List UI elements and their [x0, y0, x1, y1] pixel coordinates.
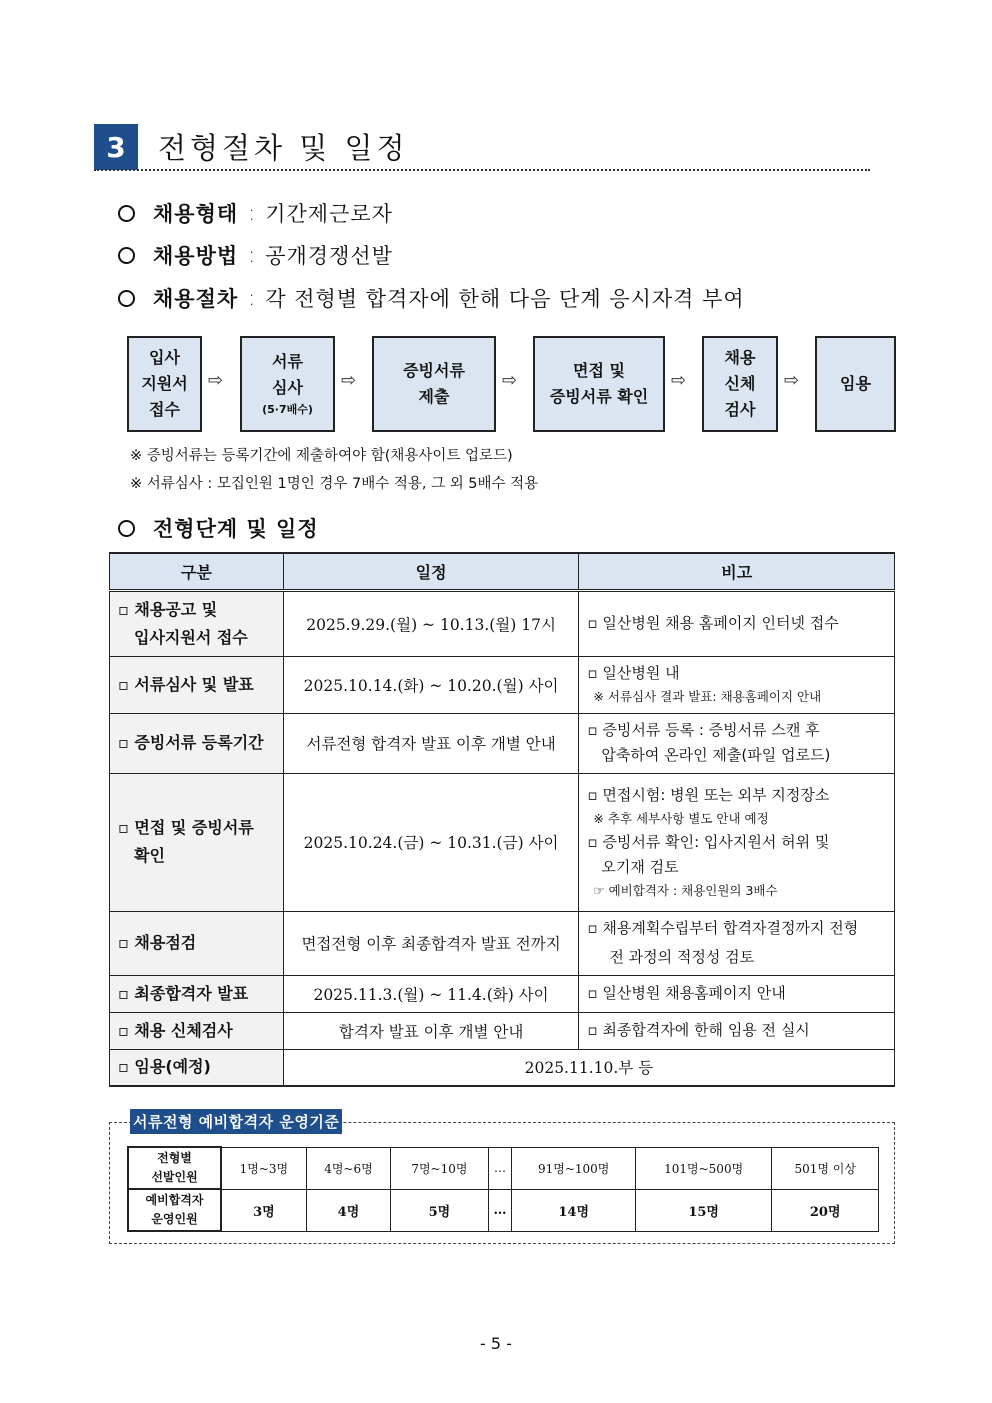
- table-row: ▫ 채용공고 및 입사지원서 접수 2025.9.29.(월) ~ 10.13.(월) 17시 ▫ 일산병원 채용 홈페이지 인터넷 접수: [110, 590, 895, 656]
- circle-bullet-icon: [118, 290, 135, 307]
- note-review-ratio: ※ 서류심사 : 모집인원 1명인 경우 7배수 적용, 그 외 5배수 적용: [130, 476, 539, 492]
- note-document-upload: ※ 증빙서류는 등록기간에 제출하여야 함(채용사이트 업로드): [130, 448, 513, 464]
- reserve-criteria-title: 서류전형 예비합격자 운영기준: [130, 1109, 342, 1134]
- header-remarks: 비고: [579, 553, 895, 590]
- table-row: ▫ 채용 신체검사 합격자 발표 이후 개별 안내 ▫ 최종합격자에 한해 임용 전 실시: [110, 1012, 895, 1049]
- table-row: ▫ 서류심사 및 발표 2025.10.14.(화) ~ 10.20.(월) 사이 ▫ 일산병원 내 ※ 서류심사 결과 발표: 채용홈페이지 안내: [110, 656, 895, 713]
- flow-step-interview: 면접 및 증빙서류 확인: [533, 336, 665, 432]
- table-row: ▫ 임용(예정) 2025.11.10.부 등: [110, 1049, 895, 1086]
- arrow-right-icon: ⇨: [502, 370, 518, 391]
- table-row: ▫ 증빙서류 등록기간 서류전형 합격자 발표 이후 개별 안내 ▫ 증빙서류 등록 : 증빙서류 스캔 후 압축하여 온라인 제출(파일 업로드): [110, 713, 895, 773]
- header-schedule: 일정: [283, 553, 579, 590]
- table-row: 예비합격자 운영인원 3명 4명 5명 … 14명 15명 20명: [128, 1189, 879, 1231]
- flow-step-document-review: 서류 심사 (5·7배수): [240, 336, 335, 432]
- circle-bullet-icon: [118, 205, 135, 222]
- arrow-right-icon: ⇨: [784, 370, 800, 391]
- arrow-right-icon: ⇨: [671, 370, 687, 391]
- bullet-employment-type: 채용형태 : 기간제근로자: [118, 198, 393, 228]
- arrow-right-icon: ⇨: [341, 370, 357, 391]
- schedule-table: [109, 552, 895, 1087]
- bullet-employment-procedure: 채용절차 : 각 전형별 합격자에 한해 다음 단계 응시자격 부여: [118, 283, 745, 313]
- circle-bullet-icon: [118, 247, 135, 264]
- bullet-employment-method: 채용방법 : 공개경쟁선발: [118, 240, 393, 270]
- section-divider: [94, 169, 870, 171]
- flow-step-application: 입사 지원서 접수: [127, 336, 202, 432]
- schedule-heading: 전형단계 및 일정: [118, 513, 319, 543]
- section-title: 전형절차 및 일정: [158, 131, 409, 165]
- table-row: ▫ 최종합격자 발표 2025.11.3.(월) ~ 11.4.(화) 사이 ▫ 일산병원 채용홈페이지 안내: [110, 975, 895, 1012]
- reserve-criteria-table: [127, 1146, 879, 1232]
- circle-bullet-icon: [118, 520, 135, 537]
- flow-step-document-submission: 증빙서류 제출: [372, 336, 496, 432]
- table-row: ▫ 채용점검 면접전형 이후 최종합격자 발표 전까지 ▫ 채용계획수립부터 합격자결정까지 전형 전 과정의 적정성 검토: [110, 911, 895, 975]
- arrow-right-icon: ⇨: [208, 370, 224, 391]
- table-row: ▫ 면접 및 증빙서류 확인 2025.10.24.(금) ~ 10.31.(금) 사이 ▫ 면접시험: 병원 또는 외부 지정장소 ※ 추후 세부사항 별도 안내 예정 ▫ 증빙서류 확인: 입사지원서 허위 및 오기재 검토 ☞ 예비합격자 : 채용인원의 3배수: [110, 773, 895, 911]
- section-number: 3: [94, 124, 138, 170]
- header-category: 구분: [110, 553, 284, 590]
- page-number: - 5 -: [480, 1334, 512, 1353]
- flow-step-appointment: 임용: [815, 336, 896, 432]
- flow-step-medical-exam: 채용 신체 검사: [702, 336, 778, 432]
- table-row: 전형별 선발인원 1명~3명 4명~6명 7명~10명 … 91명~100명 101명~500명 501명 이상: [128, 1147, 879, 1189]
